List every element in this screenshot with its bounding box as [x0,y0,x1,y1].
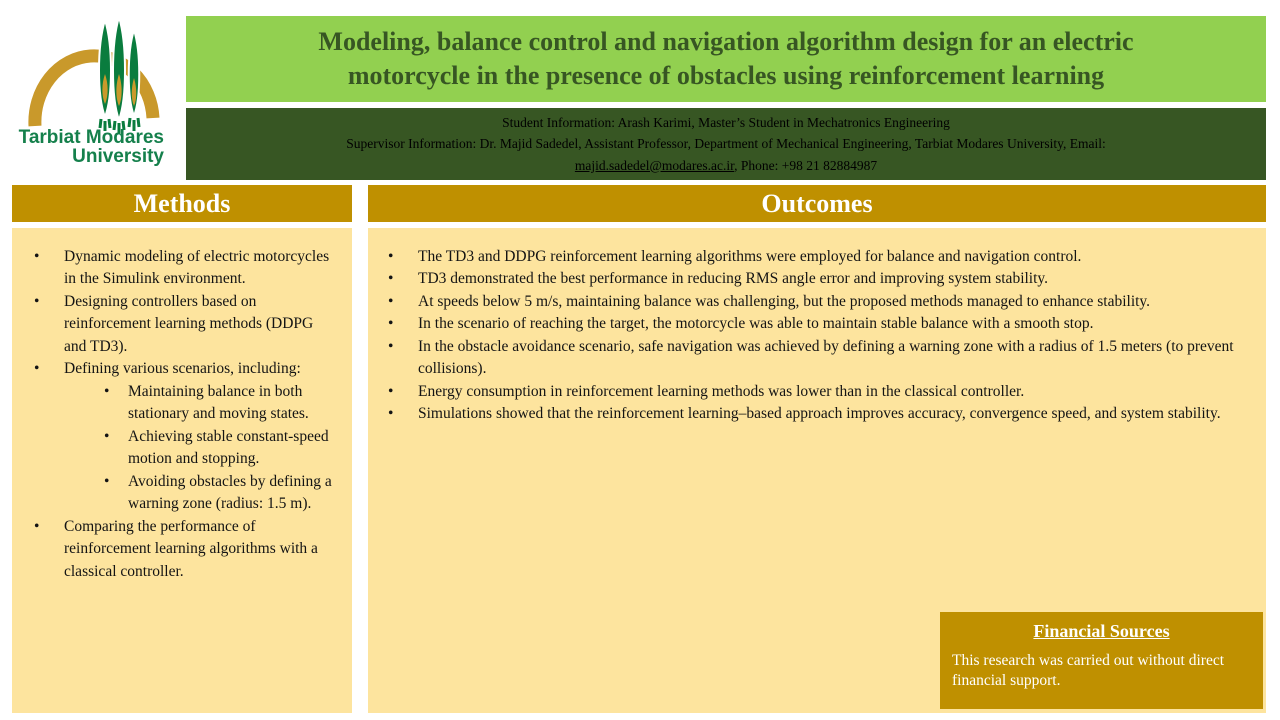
list-item [368,403,1248,425]
list-item-text: Designing controllers based on reinforcement learning methods (DDPG and TD3). [64,292,314,355]
tarbiat-modares-logo-graphic [12,4,174,172]
poster-title-line2: motorcycle in the presence of obstacles using reinforcement learning [347,61,1105,90]
logo-text-line2: University [72,146,164,167]
list-item [64,381,332,426]
list-item [368,336,1248,381]
list-item-text: Maintaining balance in both stationary and moving states. [128,382,309,423]
outcomes-section-header [368,185,1266,222]
list-item [12,291,332,358]
list-item-text: Energy consumption in reinforcement learning methods was lower than in the classical controller. [418,382,1025,400]
list-item-text: Avoiding obstacles by defining a warning zone (radius: 1.5 m). [128,472,332,513]
methods-section-header [12,185,352,222]
list-item [12,246,332,291]
list-item-text: The TD3 and DDPG reinforcement learning algorithms were employed for balance and navigation control. [418,248,1082,265]
list-item [368,381,1248,403]
methods-bullet-list [12,246,332,583]
supervisor-info-line: Supervisor Information: Dr. Majid Sadedel, Assistant Professor, Department of Mechanical Engineering, Tarbiat Modares University, Email: [346,136,1106,152]
list-item-text: In the obstacle avoidance scenario, safe navigation was achieved by defining a warning zone with a radius of 1.5 meters (to prevent collisions). [418,337,1234,378]
list-item [12,516,332,583]
student-info-line: Student Information: Arash Karimi, Master’s Student in Mechatronics Engineering [502,114,950,130]
list-item [64,471,332,516]
list-item-text: Comparing the performance of reinforcement learning algorithms with a classical controller. [64,517,318,580]
list-item-text: Dynamic modeling of electric motorcycles in the Simulink environment. [64,248,330,288]
contact-info-line [186,155,1266,177]
logo-cypress-tree [99,20,111,131]
list-item [368,268,1248,290]
phone-text: , Phone: +98 21 82884987 [734,157,878,173]
financial-sources-box [940,612,1263,709]
methods-content-panel [12,228,352,713]
sub-bullet-list [64,381,332,516]
financial-sources-title: Financial Sources [1033,621,1170,641]
list-item [12,358,332,515]
author-info-banner [186,108,1266,180]
logo-cypress-tree [113,17,125,134]
methods-header-label: Methods [133,189,231,218]
list-item [368,291,1248,313]
outcomes-header-label: Outcomes [761,189,873,218]
list-item [368,313,1248,335]
list-item-text: TD3 demonstrated the best performance in reducing RMS angle error and improving system stability. [418,270,1049,288]
list-item-text: Defining various scenarios, including: [64,360,301,378]
logo-text-line1: Tarbiat Modares [18,127,164,148]
poster-title-line1: Modeling, balance control and navigation algorithm design for an electric [318,26,1134,56]
list-item-text: In the scenario of reaching the target, the motorcycle was able to maintain stable balance with a smooth stop. [418,315,1094,333]
list-item-text: Achieving stable constant-speed motion and stopping. [128,427,329,468]
poster-title-banner [186,16,1266,102]
email-link[interactable]: majid.sadedel@modares.ac.ir [574,157,735,173]
logo-cypress-tree [129,30,140,131]
list-item-text: Simulations showed that the reinforcement learning–based approach improves accuracy, convergence speed, and system stability. [418,405,1221,423]
list-item [64,426,332,471]
list-item-text: At speeds below 5 m/s, maintaining balance was challenging, but the proposed methods managed to enhance stability. [418,292,1151,310]
outcomes-bullet-list [368,246,1248,426]
university-logo [12,4,174,172]
list-item [368,246,1248,268]
financial-sources-body: This research was carried out without direct financial support. [952,652,1225,690]
